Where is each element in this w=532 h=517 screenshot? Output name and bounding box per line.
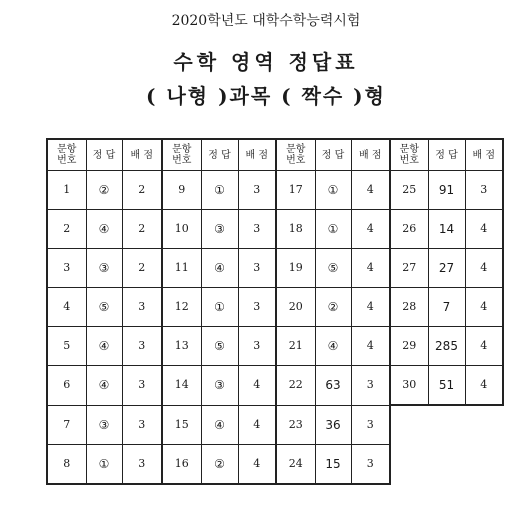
points-value: 4: [351, 210, 390, 249]
answer-value: ③: [201, 210, 238, 249]
header-answer: 정 답: [201, 139, 238, 171]
question-number: 27: [390, 249, 428, 288]
answer-value: ③: [201, 366, 238, 406]
table-header-row: [47, 139, 503, 171]
points-value: 3: [351, 366, 390, 406]
table-row: [47, 249, 503, 288]
question-number: 8: [47, 444, 86, 484]
header-points: 배 점: [122, 139, 162, 171]
answer-value: 14: [428, 210, 465, 249]
empty-cell: [428, 444, 465, 484]
exam-title: 2020학년도 대학수학능력시험: [171, 13, 361, 29]
points-value: 4: [351, 288, 390, 327]
question-number: 2: [47, 210, 86, 249]
question-number: 3: [47, 249, 86, 288]
header-answer: 정 답: [86, 139, 122, 171]
points-value: 3: [238, 327, 276, 366]
question-number: 12: [162, 288, 201, 327]
points-value: 4: [238, 444, 276, 484]
table-row: [47, 210, 503, 249]
points-value: 3: [122, 366, 162, 406]
header-number: 문항 번호: [276, 139, 315, 171]
points-value: 4: [238, 366, 276, 406]
header-answer: 정 답: [428, 139, 465, 171]
header-number: 문항 번호: [162, 139, 201, 171]
answer-value: ①: [315, 171, 351, 210]
question-number: 10: [162, 210, 201, 249]
points-value: 4: [351, 327, 390, 366]
empty-cell: [465, 444, 503, 484]
question-number: 4: [47, 288, 86, 327]
points-value: 3: [122, 405, 162, 444]
points-value: 4: [465, 327, 503, 366]
answer-value: 36: [315, 405, 351, 444]
question-number: 29: [390, 327, 428, 366]
answer-value: 51: [428, 366, 465, 406]
question-number: 30: [390, 366, 428, 406]
question-number: 5: [47, 327, 86, 366]
question-number: 17: [276, 171, 315, 210]
answer-value: ②: [315, 288, 351, 327]
answer-value: 27: [428, 249, 465, 288]
answer-value: 91: [428, 171, 465, 210]
answer-value: ④: [201, 405, 238, 444]
points-value: 4: [465, 288, 503, 327]
answer-value: 63: [315, 366, 351, 406]
question-number: 9: [162, 171, 201, 210]
answer-value: ①: [315, 210, 351, 249]
points-value: 4: [238, 405, 276, 444]
question-number: 16: [162, 444, 201, 484]
question-number: 22: [276, 366, 315, 406]
answer-value: 285: [428, 327, 465, 366]
question-number: 18: [276, 210, 315, 249]
answer-value: ④: [315, 327, 351, 366]
question-number: 14: [162, 366, 201, 406]
answer-value: ⑤: [86, 288, 122, 327]
question-number: 7: [47, 405, 86, 444]
question-number: 25: [390, 171, 428, 210]
question-number: 20: [276, 288, 315, 327]
points-value: 3: [122, 288, 162, 327]
answer-value: ④: [86, 327, 122, 366]
answer-value: ③: [86, 249, 122, 288]
points-value: 3: [238, 210, 276, 249]
table-row: [47, 171, 503, 210]
points-value: 3: [351, 405, 390, 444]
answer-value: ②: [86, 171, 122, 210]
subject-title: 수학 영역 정답표: [173, 50, 359, 74]
points-value: 3: [122, 327, 162, 366]
table-row: [47, 444, 503, 484]
question-number: 11: [162, 249, 201, 288]
question-number: 24: [276, 444, 315, 484]
question-number: 28: [390, 288, 428, 327]
header-points: 배 점: [465, 139, 503, 171]
answer-value: 15: [315, 444, 351, 484]
points-value: 3: [465, 171, 503, 210]
points-value: 2: [122, 210, 162, 249]
answer-value: ①: [201, 288, 238, 327]
answer-value: ①: [86, 444, 122, 484]
answer-value: ④: [201, 249, 238, 288]
points-value: 2: [122, 171, 162, 210]
points-value: 4: [465, 210, 503, 249]
points-value: 3: [238, 171, 276, 210]
answer-value: 7: [428, 288, 465, 327]
table-row: [47, 405, 503, 444]
table-row: [47, 288, 503, 327]
points-value: 4: [351, 171, 390, 210]
answer-key-table: [46, 138, 504, 485]
question-number: 13: [162, 327, 201, 366]
empty-cell: [390, 405, 428, 444]
table-row: [47, 366, 503, 406]
header-points: 배 점: [238, 139, 276, 171]
type-line: ( 나형 )과목 ( 짝수 )형: [146, 84, 386, 108]
answer-value: ④: [86, 210, 122, 249]
header-points: 배 점: [351, 139, 390, 171]
empty-cell: [390, 444, 428, 484]
points-value: 4: [465, 366, 503, 406]
answer-value: ⑤: [315, 249, 351, 288]
question-number: 19: [276, 249, 315, 288]
points-value: 4: [351, 249, 390, 288]
answer-value: ①: [201, 171, 238, 210]
header-answer: 정 답: [315, 139, 351, 171]
points-value: 3: [238, 288, 276, 327]
answer-value: ③: [86, 405, 122, 444]
empty-cell: [465, 405, 503, 444]
question-number: 26: [390, 210, 428, 249]
header-number: 문항 번호: [390, 139, 428, 171]
points-value: 3: [238, 249, 276, 288]
question-number: 23: [276, 405, 315, 444]
question-number: 21: [276, 327, 315, 366]
points-value: 4: [465, 249, 503, 288]
answer-value: ④: [86, 366, 122, 406]
table-row: [47, 327, 503, 366]
header-number: 문항 번호: [47, 139, 86, 171]
points-value: 2: [122, 249, 162, 288]
points-value: 3: [122, 444, 162, 484]
points-value: 3: [351, 444, 390, 484]
answer-value: ②: [201, 444, 238, 484]
empty-cell: [428, 405, 465, 444]
question-number: 6: [47, 366, 86, 406]
question-number: 1: [47, 171, 86, 210]
question-number: 15: [162, 405, 201, 444]
answer-value: ⑤: [201, 327, 238, 366]
